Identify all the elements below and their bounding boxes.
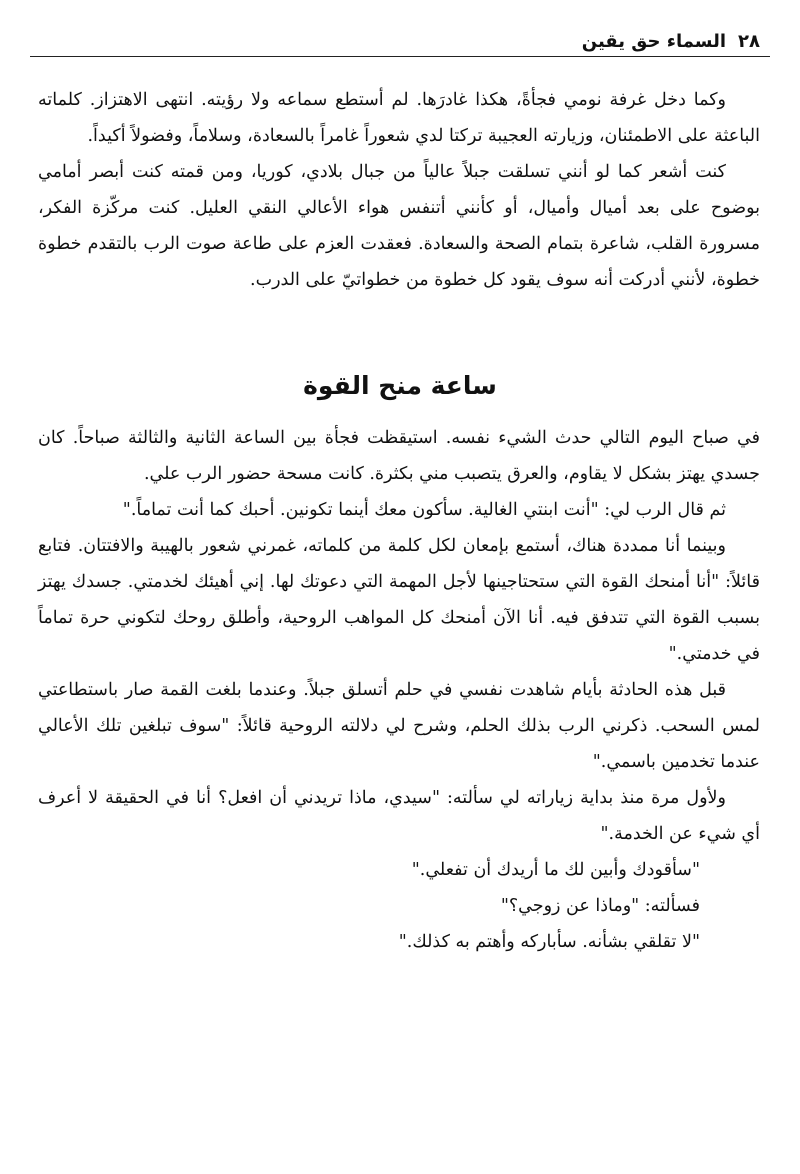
page-number: ٢٨: [738, 30, 760, 52]
section-heading: ساعة منح القوة: [303, 371, 497, 400]
paragraph: كنت أشعر كما لو أنني تسلقت جبلاً عالياً من جبال بلادي، كوريا، ومن قمته كنت أبصر أمامي بوضوح على بعد أميال وأميال، أو كأنني أتنفس هواء الأعالي النقي العليل. كنت مركّزة الفكر، مسرورة القلب، شاعرة بتمام الصحة والسعادة. فعقدت العزم على طاعة صوت الرب بالتقدم خطوة خطوة، لأنني أدركت أنه سوف يقود كل خطوة من خطواتيّ على الدرب.: [38, 162, 760, 290]
paragraph: ثم قال الرب لي: "أنت ابنتي الغالية. سأكون معك أينما تكونين. أحبك كما أنت تماماً.": [122, 500, 726, 520]
header-rule: [30, 56, 770, 57]
paragraph: قبل هذه الحادثة بأيام شاهدت نفسي في حلم أتسلق جبلاً. وعندما بلغت القمة صار باستطاعتي لمس السحب. ذكرني الرب بذلك الحلم، وشرح لي دلالته الروحية قائلاً: "سوف تبلغين تلك الأعالي عندما تخدمين باسمي.": [38, 680, 760, 772]
book-title: السماء حق يقين: [581, 30, 727, 52]
running-header: [40, 28, 760, 54]
dialog-line: "سأقودك وأبين لك ما أريدك أن تفعلي.": [411, 860, 700, 880]
section-two-text: [38, 420, 760, 960]
paragraph: في صباح اليوم التالي حدث الشيء نفسه. استيقظت فجأة بين الساعة الثانية والثالثة صباحاً. كان جسدي يهتز بشكل لا يقاوم، والعرق يتصبب مني بكثرة. كانت مسحة حضور الرب علي.: [38, 428, 760, 484]
dialog-line: فسألته: "وماذا عن زوجي؟": [500, 896, 700, 916]
dialog-lines: [38, 852, 760, 960]
paragraph: ولأول مرة منذ بداية زياراته لي سألته: "سيدي، ماذا تريدني أن افعل؟ أنا في الحقيقة لا أعرف أي شيء عن الخدمة.": [38, 788, 760, 844]
paragraph: وبينما أنا ممددة هناك، أستمع بإمعان لكل كلمة من كلماته، غمرني شعور بالهيبة والافتتان. فتابع قائلاً: "أنا أمنحك القوة التي ستحتاجينها لأجل المهمة التي دعوتك لها. إني أهيئك لخدمتي. جسدك يهتز بسبب القوة التي تتدفق فيه. أنا الآن أمنحك كل المواهب الروحية، وأطلق روحك لتكوني حرة تماماً في خدمتي.": [38, 536, 760, 664]
section-one-text: [38, 82, 760, 298]
paragraph: وكما دخل غرفة نومي فجأةً، هكذا غادرَها. لم أستطع سماعه ولا رؤيته. انتهى الاهتزاز. كلماته الباعثة على الاطمئنان، وزيارته العجيبة تركتا لدي شعوراً غامراً بالسعادة، وسلاماً، وفضولاً أكيداً.: [38, 90, 760, 146]
dialog-line: "لا تقلقي بشأنه. سأباركه وأهتم به كذلك.": [398, 932, 700, 952]
